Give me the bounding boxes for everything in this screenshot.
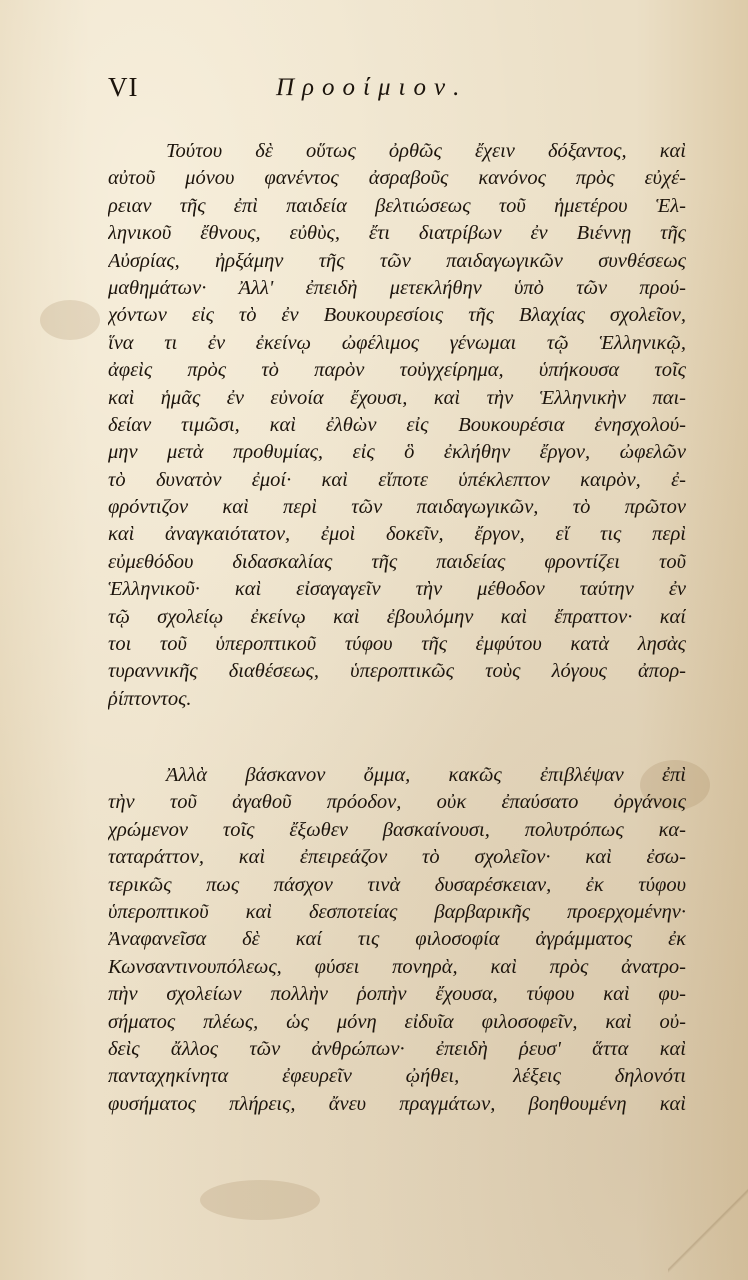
text-line: τερικῶς πως πάσχον τινὰ δυσαρέσκειαν, ἐκ τύφου: [108, 873, 686, 896]
text-line: τοι τοῦ ὑπεροπτικοῦ τύφου τῆς ἐμφύτου κατὰ λησὰς: [108, 633, 686, 656]
text-line: ληνικοῦ ἔθνους, εὐθὺς, ἔτι διατρίβων ἐν Βιέννῃ τῆς: [108, 222, 686, 245]
paragraph-2: [108, 762, 686, 1118]
text-line: τῷ σχολείῳ ἐκείνῳ καὶ ἐβουλόμην καὶ ἔπραττον· καί: [108, 605, 686, 628]
text-line: Ἑλληνικοῦ· καὶ εἰσαγαγεῖν τὴν μέθοδον ταύτην ἐν: [108, 578, 686, 601]
text-line: φρόντιζον καὶ περὶ τῶν παιδαγωγικῶν, τὸ πρῶτον: [108, 496, 686, 519]
text-line: ταταράττον, καὶ ἐπειρεάζον τὸ σχολεῖον· καὶ ἐσω-: [108, 846, 686, 869]
page-header: [108, 72, 503, 112]
text-line: πὴν σχολείων πολλὴν ῥοπὴν ἔχουσα, τύφου καὶ φυ-: [108, 983, 686, 1006]
page-corner-fold: [668, 1180, 748, 1280]
paper-stain: [40, 300, 100, 340]
text-line: Αὐσρίας, ἠρξάμην τῆς τῶν παιδαγωγικῶν συνθέσεως: [108, 249, 686, 272]
text-line: Κωνσαντινουπόλεως, φύσει πονηρὰ, καὶ πρὸς ἀνατρο-: [108, 955, 686, 978]
text-line: Ἀναφανεῖσα δὲ καί τις φιλοσοφία ἀγράμματος ἐκ: [108, 928, 686, 951]
text-line: αὐτοῦ μόνου φανέντος ἀσραβοῦς κανόνος πρὸς εὐχέ-: [108, 167, 686, 190]
text-line: τὸ δυνατὸν ἐμοί· καὶ εἴποτε ὑπέκλεπτον καιρὸν, ἐ-: [108, 468, 686, 491]
text-line: καὶ ἡμᾶς ἐν εὐνοία ἔχουσι, καὶ τὴν Ἑλληνικὴν παι-: [108, 386, 686, 409]
text-line: ὑπεροπτικοῦ καὶ δεσποτείας βαρβαρικῆς προερχομένην·: [108, 900, 686, 923]
text-line: δεὶς ἄλλος τῶν ἀνθρώπων· ἐπειδὴ ῥευσ' ἅττα καὶ: [108, 1037, 686, 1060]
text-line: σήματος πλέως, ὡς μόνη εἰδυῖα φιλοσοφεῖν, καὶ οὐ-: [108, 1010, 686, 1033]
text-line: χρώμενον τοῖς ἔξωθεν βασκαίνουσι, πολυτρόπως κα-: [108, 818, 686, 841]
text-line: τὴν τοῦ ἀγαθοῦ πρόοδον, οὐκ ἐπαύσατο ὀργάνοις: [108, 791, 686, 814]
text-line: χόντων εἰς τὸ ἐν Βουκουρεσίοις τῆς Βλαχίας σχολεῖον,: [108, 304, 686, 327]
text-line: δείαν τιμῶσι, καὶ ἐλθὼν εἰς Βουκουρέσια ἐνησχολού-: [108, 413, 686, 436]
page-number: VI: [108, 72, 139, 102]
text-line: ῥίπτοντος.: [108, 687, 192, 710]
text-line: τυραννικῆς διαθέσεως, ὑπεροπτικῶς τοὺς λόγους ἀπορ-: [108, 660, 686, 683]
text-line: Ἀλλὰ βάσκανον ὄμμα, κακῶς ἐπιβλέψαν ἐπὶ: [166, 764, 686, 786]
text-line: πανταχηκίνητα ἐφευρεῖν ᾠήθει, λέξεις δηλονότι: [108, 1065, 686, 1088]
text-line: ἀφεὶς πρὸς τὸ παρὸν τοὐγχείρημα, ὑπήκουσα τοῖς: [108, 359, 686, 382]
text-line: μην μετὰ προθυμίας, εἰς ὃ ἐκλήθην ἔργον, ὠφελῶν: [108, 441, 686, 464]
text-line: ἵνα τι ἐν ἐκείνῳ ὠφέλιμος γένωμαι τῷ Ἑλληνικῷ,: [108, 331, 686, 354]
paper-stain: [200, 1180, 320, 1220]
text-line: εὐμεθόδου διδασκαλίας τῆς παιδείας φροντίζει τοῦ: [108, 550, 686, 573]
paragraph-1: [108, 138, 686, 713]
text-line: μαθημάτων· Ἀλλ' ἐπειδὴ μετεκλήθην ὑπὸ τῶν πρού-: [108, 276, 686, 299]
text-line: καὶ ἀναγκαιότατον, ἐμοὶ δοκεῖν, ἔργον, εἴ τις περὶ: [108, 523, 686, 546]
text-line: Τούτου δὲ οὕτως ὀρθῶς ἔχειν δόξαντος, καὶ: [166, 140, 686, 162]
text-line: φυσήματος πλήρεις, ἄνευ πραγμάτων, βοηθουμένη καὶ: [108, 1092, 686, 1115]
running-title: Προοίμιον.: [276, 74, 468, 101]
text-line: ρειαν τῆς ἐπὶ παιδεία βελτιώσεως τοῦ ἡμετέρου Ἑλ-: [108, 194, 686, 217]
